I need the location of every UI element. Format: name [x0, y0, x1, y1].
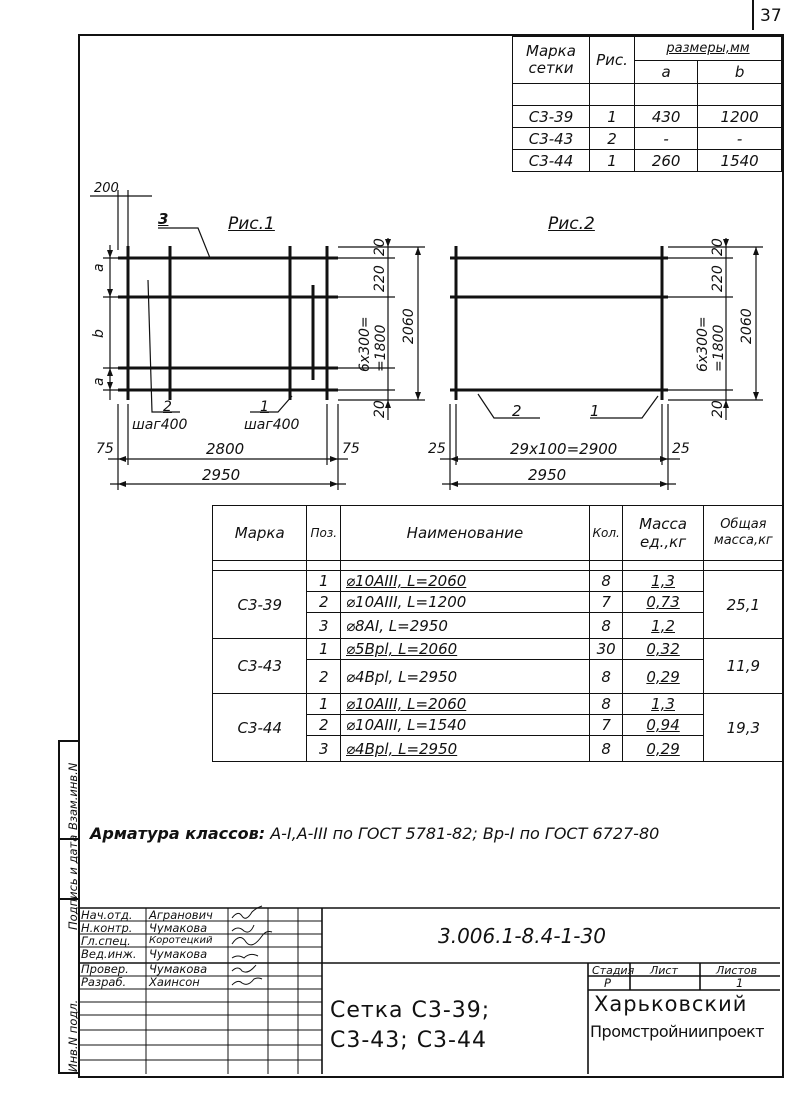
spec-cell-mass: 1,3: [623, 694, 703, 715]
marks-cell-a: -: [635, 128, 698, 150]
marks-cell-a: 430: [635, 106, 698, 128]
spec-cell-pos: 2: [307, 715, 341, 736]
spec-cell-mass: 0,94: [623, 715, 703, 736]
spec-cell-name: ⌀10АIII, L=2060: [341, 694, 590, 715]
stamp-person: Агранович: [149, 908, 213, 922]
spec-cell-mass: 1,3: [623, 571, 703, 592]
signature-2: [232, 925, 254, 932]
stamp-stage: Р: [604, 976, 611, 990]
stamp-header-sheets: Листов: [716, 964, 758, 977]
spec-cell-name: ⌀10АIII, L=1540: [341, 715, 590, 736]
marks-cell-mark: С3-39: [513, 106, 590, 128]
spec-cell-pos: 3: [307, 613, 341, 639]
fig2-dim-25-left: 25: [428, 441, 446, 457]
spec-cell-pos: 2: [307, 660, 341, 694]
spec-cell-mark: С3-39: [213, 571, 307, 639]
reinforcement-note-bold: Арматура классов:: [90, 824, 266, 843]
fig1-pos3: 3: [158, 210, 169, 228]
spec-cell-total: 25,1: [703, 571, 783, 639]
fig1-dim-6x300: 6х300=: [357, 316, 373, 372]
fig1-label-a-top: a: [91, 263, 107, 272]
marks-cell-b: -: [698, 128, 782, 150]
marks-header-a: a: [635, 60, 698, 84]
fig1-dim-1800: =1800: [373, 324, 389, 372]
stamp-role: Вед.инж.: [81, 947, 137, 961]
fig1-dim-2800: 2800: [206, 440, 245, 458]
fig1-label-b: b: [91, 329, 107, 338]
fig1-dim-20-top: 20: [372, 238, 388, 256]
marks-cell-a: 260: [635, 150, 698, 172]
spec-cell-name: ⌀8АI, L=2950: [341, 613, 590, 639]
spec-cell-name: ⌀10АIII, L=1200: [341, 592, 590, 613]
fig2-dim-6x300: 6х300=: [695, 316, 711, 372]
side-stamp-vzam: Взам.инв.N: [66, 762, 80, 830]
spec-cell-mark: С3-43: [213, 639, 307, 694]
spec-cell-qty: 8: [589, 736, 623, 762]
stamp-person: Чумакова: [149, 921, 208, 935]
spec-row: [213, 571, 784, 592]
stamp-person: Чумакова: [149, 947, 208, 961]
fig2-dim-29x100: 29х100=2900: [510, 440, 618, 458]
side-stamp-podpis: Подпись и дата: [66, 834, 80, 930]
stamp-org-line-1: Харьковский: [594, 992, 748, 1016]
spec-cell-pos: 2: [307, 592, 341, 613]
spec-cell-qty: 8: [589, 660, 623, 694]
spec-cell-qty: 7: [589, 592, 623, 613]
stamp-role: Разраб.: [81, 975, 127, 989]
fig1-dim-2950: 2950: [202, 466, 241, 484]
fig1-dim-20-bottom: 20: [372, 400, 388, 418]
spec-cell-pos: 1: [307, 639, 341, 660]
spec-row: [213, 694, 784, 715]
spec-header-total: Общая масса,кг: [703, 506, 783, 561]
stamp-person: Хаинсон: [149, 975, 200, 989]
spec-cell-mass: 0,29: [623, 736, 703, 762]
fig1-pos1: 1: [260, 399, 269, 415]
marks-cell-fig: 2: [590, 128, 635, 150]
fig2-dim-220: 220: [710, 265, 726, 292]
marks-cell-b: 1540: [698, 150, 782, 172]
stamp-sheets: 1: [736, 976, 744, 990]
signature-5: [232, 965, 256, 972]
fig1-dim-220: 220: [372, 265, 388, 292]
fig1-pos2: 2: [163, 399, 172, 415]
spec-cell-pos: 1: [307, 694, 341, 715]
spec-header-mark: Марка: [213, 506, 307, 561]
stamp-role: Провер.: [81, 962, 129, 976]
reinforcement-note: [90, 826, 659, 842]
spec-cell-qty: 8: [589, 613, 623, 639]
marks-header-sizes: размеры,мм: [635, 37, 782, 61]
marks-header-b: b: [698, 60, 782, 84]
stamp-role: Н.контр.: [81, 921, 133, 935]
fig1-dim-75-right: 75: [342, 441, 360, 457]
spec-cell-name: ⌀4Вpl, L=2950: [341, 736, 590, 762]
fig2-title: Рис.2: [548, 214, 595, 234]
signature-6: [232, 978, 262, 985]
signature-4: [232, 954, 258, 958]
spec-table: [212, 505, 784, 762]
stamp-org-line-2: Промстройниипроект: [590, 1022, 764, 1041]
spec-cell-name: ⌀5Вpl, L=2060: [341, 639, 590, 660]
fig2-pos2: 2: [512, 402, 522, 420]
marks-cell-mark: С3-43: [513, 128, 590, 150]
spec-header-qty: Кол.: [589, 506, 623, 561]
marks-cell-mark: С3-44: [513, 150, 590, 172]
page-number: 37: [760, 6, 782, 26]
fig2-pos1: 1: [590, 402, 600, 420]
stamp-person: Чумакова: [149, 962, 208, 976]
spec-cell-total: 11,9: [703, 639, 783, 694]
spec-cell-qty: 8: [589, 571, 623, 592]
spec-cell-qty: 7: [589, 715, 623, 736]
spec-header-pos: Поз.: [307, 506, 341, 561]
stamp-role: Нач.отд.: [81, 908, 133, 922]
stamp-header-stage: Стадия: [592, 964, 635, 977]
fig2-dim-2060: 2060: [739, 308, 755, 344]
stamp-role: Гл.спец.: [81, 934, 131, 948]
marks-cell-b: 1200: [698, 106, 782, 128]
side-stamp-inv-podl: Инв.N подл.: [66, 999, 80, 1072]
spec-cell-qty: 30: [589, 639, 623, 660]
fig2-dim-1800: =1800: [711, 324, 727, 372]
spec-cell-mass: 0,73: [623, 592, 703, 613]
fig1-title: Рис.1: [228, 214, 275, 234]
fig2-dim-20-top: 20: [710, 238, 726, 256]
fig2-dim-25-right: 25: [672, 441, 690, 457]
spec-cell-pos: 3: [307, 736, 341, 762]
spec-row: [213, 639, 784, 660]
reinforcement-note-text: А-I,А-III по ГОСТ 5781-82; Вр-I по ГОСТ 6727-80: [270, 824, 660, 843]
fig1-step1: шаг400: [244, 417, 300, 433]
marks-header-mark: Марка сетки: [513, 37, 590, 84]
fig1-dim-75-left: 75: [96, 441, 114, 457]
spec-cell-total: 19,3: [703, 694, 783, 762]
spec-cell-qty: 8: [589, 694, 623, 715]
fig1-dim-200: 200: [94, 181, 119, 196]
spec-header-name: Наименование: [341, 506, 590, 561]
stamp-title-line-2: С3-43; С3-44: [330, 1028, 487, 1053]
marks-header-fig: Рис.: [590, 37, 635, 84]
spec-cell-name: ⌀4Вpl, L=2950: [341, 660, 590, 694]
stamp-doc-code: 3.006.1-8.4-1-30: [438, 924, 606, 948]
stamp-person: Коротецкий: [149, 935, 213, 946]
spec-cell-pos: 1: [307, 571, 341, 592]
stamp-title-line-1: Сетка С3-39;: [330, 998, 491, 1023]
fig1-step2: шаг400: [132, 417, 188, 433]
fig1-dim-2060: 2060: [401, 308, 417, 344]
spec-header-mass-unit: Масса ед.,кг: [623, 506, 703, 561]
stamp-header-sheet: Лист: [650, 964, 678, 977]
fig1-label-a-bottom: a: [91, 377, 107, 386]
fig2-dim-20-bottom: 20: [710, 400, 726, 418]
spec-cell-mark: С3-44: [213, 694, 307, 762]
marks-cell-fig: 1: [590, 106, 635, 128]
spec-cell-mass: 0,29: [623, 660, 703, 694]
marks-cell-fig: 1: [590, 150, 635, 172]
fig2-dim-2950: 2950: [528, 466, 567, 484]
spec-cell-name: ⌀10АIII, L=2060: [341, 571, 590, 592]
spec-cell-mass: 0,32: [623, 639, 703, 660]
spec-cell-mass: 1,2: [623, 613, 703, 639]
